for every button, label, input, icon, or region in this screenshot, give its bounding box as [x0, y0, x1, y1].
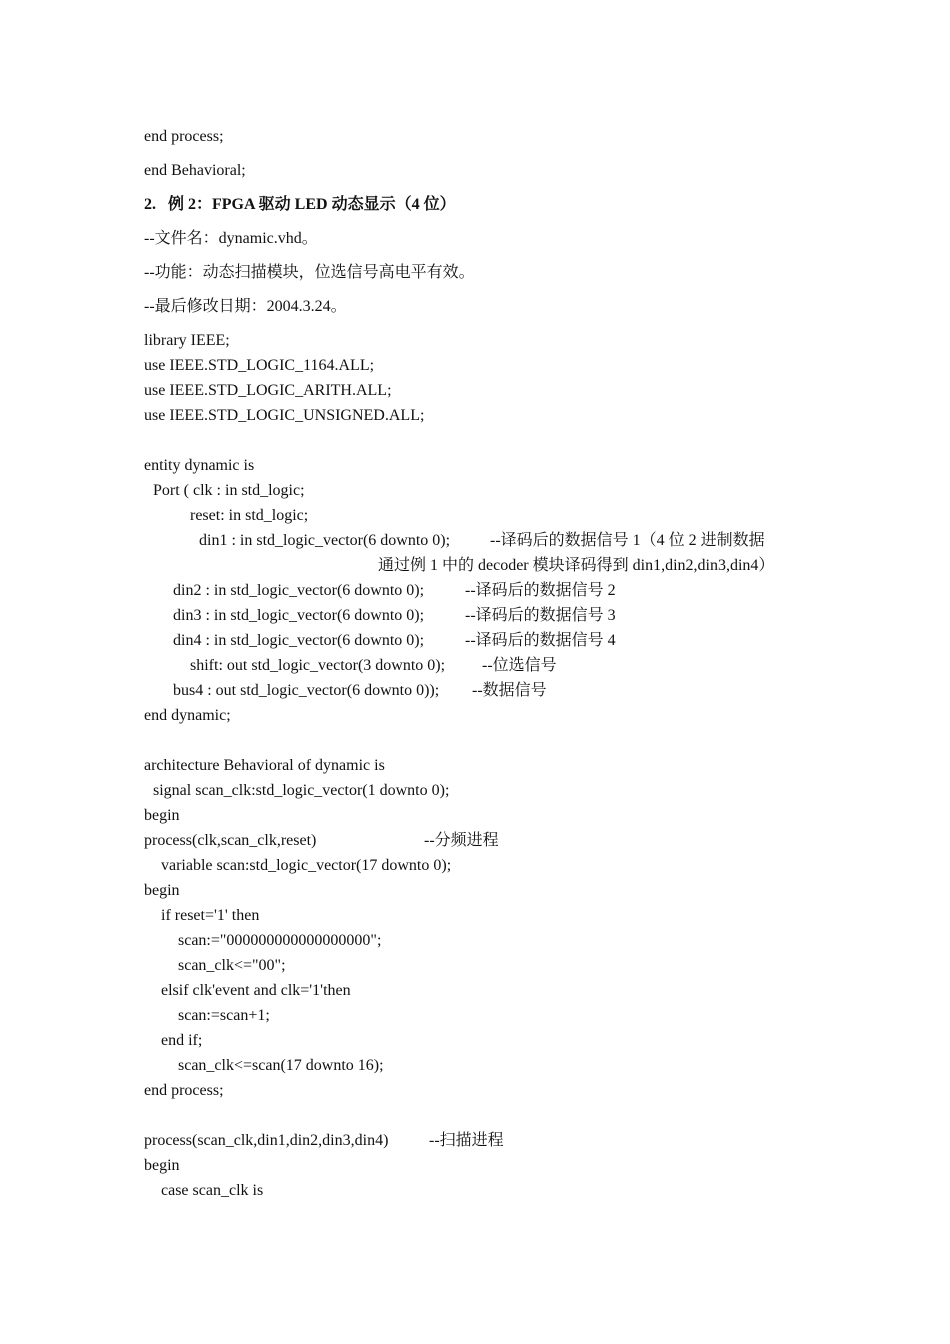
code-line-scan-inc: scan:=scan+1; [178, 1007, 270, 1024]
code-line-end-process: end process; [144, 128, 224, 145]
code-line-din2: din2 : in std_logic_vector(6 downto 0); [173, 582, 425, 599]
code-line-signal: signal scan_clk:std_logic_vector(1 downto 0); [153, 782, 450, 799]
code-line-process-2: process(scan_clk,din1,din2,din3,din4) [144, 1132, 389, 1149]
comment-filename: --文件名：dynamic.vhd。 [144, 230, 318, 247]
code-line-bus4: bus4 : out std_logic_vector(6 downto 0)); [173, 682, 440, 699]
code-line-end-behavioral: end Behavioral; [144, 162, 246, 179]
comment-din2: --译码后的数据信号 2 [465, 582, 616, 599]
code-line-end-entity: end dynamic; [144, 707, 231, 724]
code-line-case: case scan_clk is [161, 1182, 264, 1199]
code-line-variable: variable scan:std_logic_vector(17 downto 0); [161, 857, 452, 874]
code-line-end-if: end if; [161, 1032, 203, 1049]
code-line-din4: din4 : in std_logic_vector(6 downto 0); [173, 632, 425, 649]
comment-process-1: --分频进程 [424, 832, 499, 849]
code-line-use-unsigned: use IEEE.STD_LOGIC_UNSIGNED.ALL; [144, 407, 425, 424]
code-line-use-1164: use IEEE.STD_LOGIC_1164.ALL; [144, 357, 375, 374]
comment-process-2: --扫描进程 [429, 1132, 504, 1149]
code-line-reset: reset: in std_logic; [190, 507, 309, 524]
comment-din1: --译码后的数据信号 1（4 位 2 进制数据 [490, 532, 765, 549]
code-line-begin-2: begin [144, 882, 180, 899]
code-line-begin-3: begin [144, 1157, 180, 1174]
code-line-din1: din1 : in std_logic_vector(6 downto 0); [199, 532, 451, 549]
comment-shift: --位选信号 [482, 657, 557, 674]
code-line-port-clk: Port ( clk : in std_logic; [153, 482, 305, 499]
comment-bus4: --数据信号 [472, 682, 547, 699]
code-line-if-reset: if reset='1' then [161, 907, 260, 924]
code-line-process-1: process(clk,scan_clk,reset) [144, 832, 317, 849]
comment-function: --功能：动态扫描模块，位选信号高电平有效。 [144, 264, 475, 281]
section-heading: 2. 例 2：FPGA 驱动 LED 动态显示（4 位） [144, 196, 456, 213]
comment-date: --最后修改日期：2004.3.24。 [144, 298, 347, 315]
comment-din3: --译码后的数据信号 3 [465, 607, 616, 624]
code-line-din3: din3 : in std_logic_vector(6 downto 0); [173, 607, 425, 624]
comment-din1-continued: 通过例 1 中的 decoder 模块译码得到 din1,din2,din3,din4） [378, 557, 775, 574]
code-line-architecture: architecture Behavioral of dynamic is [144, 757, 385, 774]
comment-din4: --译码后的数据信号 4 [465, 632, 616, 649]
code-line-entity: entity dynamic is [144, 457, 255, 474]
code-line-shift: shift: out std_logic_vector(3 downto 0); [190, 657, 446, 674]
code-line-scan-clk-zero: scan_clk<="00"; [178, 957, 286, 974]
code-line-scan-clk-assign: scan_clk<=scan(17 downto 16); [178, 1057, 384, 1074]
code-line-scan-zero: scan:="000000000000000000"; [178, 932, 382, 949]
code-line-use-arith: use IEEE.STD_LOGIC_ARITH.ALL; [144, 382, 392, 399]
code-line-elsif: elsif clk'event and clk='1'then [161, 982, 351, 999]
code-line-end-process-2: end process; [144, 1082, 224, 1099]
code-line-library: library IEEE; [144, 332, 230, 349]
code-line-begin: begin [144, 807, 180, 824]
